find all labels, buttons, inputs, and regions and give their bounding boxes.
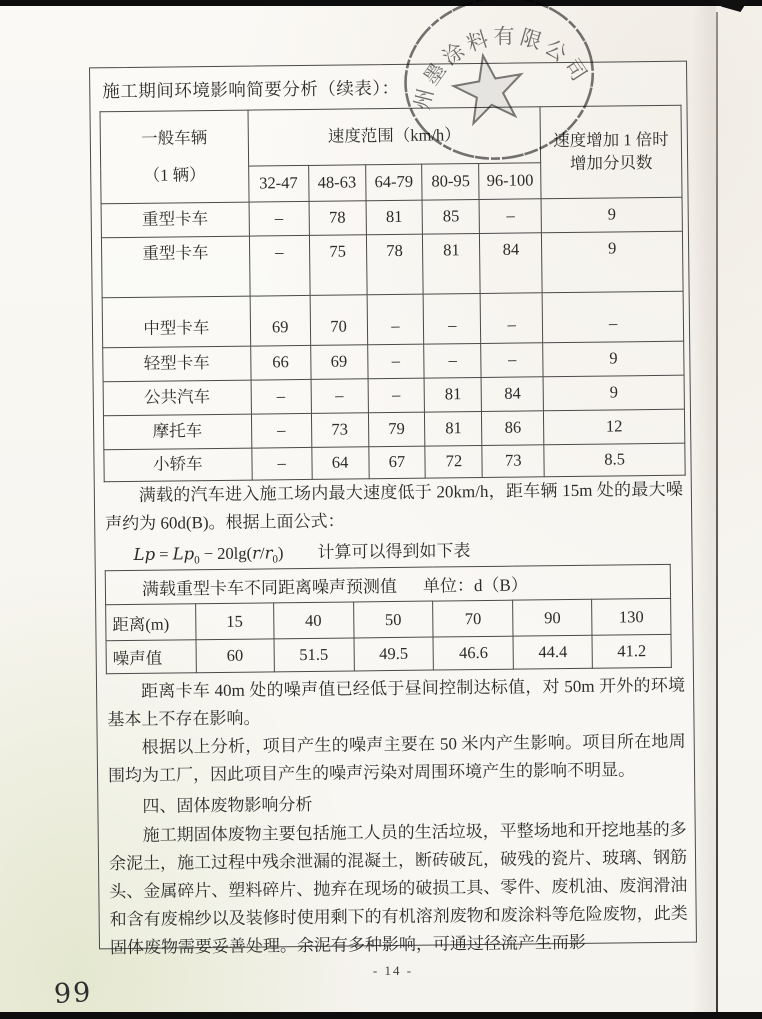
cell: 9 bbox=[543, 375, 684, 411]
formula-lp0: Lp bbox=[172, 544, 195, 564]
cell: – bbox=[311, 379, 368, 414]
speed-col: 80-95 bbox=[422, 164, 479, 201]
paragraph-truck-speed: 满载的汽车进入施工场内最大速度低于 20km/h，距车辆 15m 处的最大噪声约为 60d(B)。根据上面公式： bbox=[105, 479, 683, 534]
cell: – bbox=[542, 291, 683, 343]
cell: 9 bbox=[542, 231, 683, 293]
cell: 40 bbox=[273, 602, 353, 639]
cell: 73 bbox=[482, 445, 544, 478]
cell: 44.4 bbox=[513, 635, 592, 669]
cell: 9 bbox=[543, 341, 684, 377]
cell: 9 bbox=[541, 197, 682, 233]
cell: 130 bbox=[592, 598, 671, 635]
page-binding-edge-line bbox=[716, 12, 718, 1012]
cell: – bbox=[480, 293, 542, 344]
cell: 81 bbox=[425, 411, 482, 446]
speed-col: 32-47 bbox=[248, 165, 308, 202]
page-number: - 14 - bbox=[372, 963, 414, 978]
cell: 69 bbox=[310, 345, 367, 380]
scan-top-band bbox=[0, 0, 762, 6]
cell: 84 bbox=[481, 377, 543, 412]
cell: 78 bbox=[309, 201, 366, 236]
row-label: 距离(m) bbox=[106, 604, 196, 641]
paragraph-40m-noise: 距离卡车 40m 处的噪声值已经低于昼间控制达标值，对 50m 开外的环境基本上不存在影响。 bbox=[107, 675, 686, 730]
cell: 41.2 bbox=[592, 634, 671, 668]
cell: 67 bbox=[368, 446, 425, 479]
cell: 51.5 bbox=[274, 638, 354, 672]
vehicle-name: 重型卡车 bbox=[101, 236, 249, 298]
cell: – bbox=[249, 201, 309, 236]
cell: 85 bbox=[422, 200, 479, 235]
cell: 46.6 bbox=[433, 636, 513, 670]
formula-eq: = bbox=[154, 544, 173, 564]
formula-slash: / bbox=[259, 543, 265, 563]
cell: 70 bbox=[310, 295, 367, 346]
formula-mid: − 20lg( bbox=[199, 543, 253, 564]
section-heading-solid-waste: 四、固体废物影响分析 bbox=[142, 794, 313, 816]
db-header-line2: 增加分贝数 bbox=[569, 152, 653, 173]
vehicle-name: 轻型卡车 bbox=[103, 346, 251, 382]
cell: 79 bbox=[368, 412, 425, 447]
cell: 49.5 bbox=[354, 637, 434, 671]
speed-col: 48-63 bbox=[308, 165, 365, 202]
paragraph-analysis-conclusion: 根据以上分析，项目产生的噪声主要在 50 米内产生影响。项目所在地周围均为工厂，因此项目产生的噪声污染对周围环境产生的影响不明显。 bbox=[107, 731, 686, 786]
formula-sub0b: 0 bbox=[272, 553, 279, 566]
table-row bbox=[101, 231, 683, 298]
cell: 69 bbox=[250, 295, 310, 346]
cell: 75 bbox=[309, 235, 367, 296]
distance-noise-table bbox=[105, 564, 672, 674]
cell: – bbox=[367, 344, 424, 379]
cell: 90 bbox=[513, 599, 592, 636]
cell: 50 bbox=[353, 601, 433, 638]
cell: 64 bbox=[311, 447, 368, 480]
cell: – bbox=[251, 413, 311, 448]
cell: – bbox=[249, 235, 310, 296]
formula-lp: Lp bbox=[133, 544, 156, 564]
table-row bbox=[102, 291, 684, 348]
vehicle-name: 小轿车 bbox=[104, 448, 252, 482]
cell: 84 bbox=[480, 233, 543, 294]
db-header-line1: 速度增加 1 倍时 bbox=[553, 130, 669, 151]
cell: 78 bbox=[366, 234, 424, 295]
table2-unit: 单位：d（B） bbox=[422, 575, 528, 596]
cell: 72 bbox=[425, 445, 482, 478]
cell: 70 bbox=[433, 600, 513, 637]
speed-col: 64-79 bbox=[365, 164, 422, 201]
vehicle-noise-table bbox=[100, 105, 686, 483]
formula-close: ) bbox=[277, 543, 284, 563]
vehicle-header-line1: 一般车辆 bbox=[141, 128, 208, 148]
cell: – bbox=[424, 293, 481, 344]
formula-r0: r bbox=[264, 543, 273, 563]
cell: 73 bbox=[311, 413, 368, 448]
row-label: 噪声值 bbox=[106, 640, 196, 674]
vehicle-column-header bbox=[100, 110, 249, 204]
table-row bbox=[106, 634, 671, 673]
speed-range-header: 速度范围（km/h） bbox=[248, 107, 541, 166]
cell: 12 bbox=[544, 409, 685, 445]
scan-bottom-band bbox=[0, 1012, 762, 1019]
cell: 66 bbox=[250, 345, 310, 380]
cell: – bbox=[368, 378, 425, 413]
page-title: 施工期间环境影响简要分析（续表）： bbox=[102, 77, 400, 102]
cell: – bbox=[252, 447, 312, 480]
document-content-frame bbox=[89, 61, 697, 958]
cell: – bbox=[479, 199, 541, 234]
cell: – bbox=[424, 343, 481, 378]
vehicle-name: 中型卡车 bbox=[102, 296, 250, 348]
scan-corner-mark bbox=[714, 0, 748, 12]
vehicle-name: 摩托车 bbox=[103, 414, 251, 450]
cell: – bbox=[251, 379, 311, 414]
cell: 81 bbox=[424, 377, 481, 412]
stamp-arc-text: 州墨涂料有限公司 bbox=[409, 24, 594, 113]
paragraph-solid-waste: 施工期固体废物主要包括施工人员的生活垃圾，平整场地和开挖地基的多余泥土，施工过程中残余泄漏的混凝土，断砖破瓦，破残的瓷片、玻璃、钢筋头、金属碎片、塑料碎片、抛弃在现场的破损工具、零件、废机油、废润滑油和含有废棉纱以及装修时使用剩下的有机溶剂废物和废涂料等危险废物，此类固体废物需要妥善处理。余泥有多种影响，可通过径流产生而影 bbox=[108, 819, 688, 958]
cell: 81 bbox=[366, 200, 423, 235]
cell: 15 bbox=[195, 603, 273, 640]
cell: 81 bbox=[423, 233, 481, 294]
cell: 60 bbox=[196, 639, 274, 673]
cell: 86 bbox=[482, 411, 544, 446]
vehicle-name: 重型卡车 bbox=[101, 202, 249, 238]
vehicle-name: 公共汽车 bbox=[103, 380, 251, 416]
cell: – bbox=[367, 294, 424, 345]
formula-tail-text: 计算可以得到如下表 bbox=[317, 541, 471, 562]
table2-title: 满载重型卡车不同距离噪声预测值 bbox=[141, 576, 398, 599]
formula-r: r bbox=[251, 543, 261, 563]
noise-formula bbox=[133, 534, 685, 566]
formula-sub0: 0 bbox=[194, 554, 200, 567]
speed-col: 96-100 bbox=[479, 163, 541, 200]
handwritten-note: 99 bbox=[53, 977, 94, 1010]
cell: 8.5 bbox=[544, 443, 685, 477]
cell: – bbox=[481, 343, 543, 378]
vehicle-header-line2: （1 辆） bbox=[143, 164, 206, 185]
